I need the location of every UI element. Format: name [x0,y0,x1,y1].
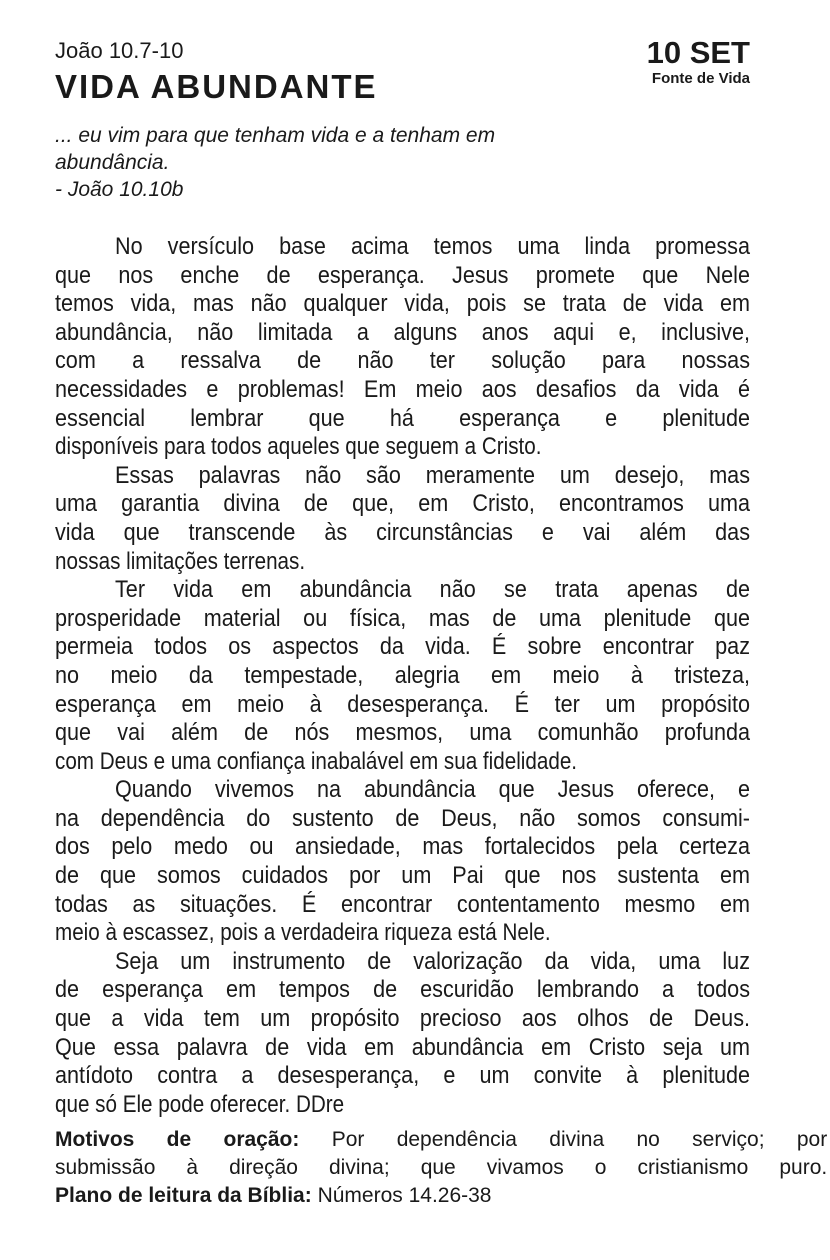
body-line [55,1062,750,1091]
bible-reading-plan [55,1182,750,1210]
body-line-text: nossas limitações terrenas. [55,547,306,575]
key-verse [55,122,495,203]
body-line [55,748,750,777]
body-line-text: na dependência do sustento de Deus, não somos consumi- [55,804,750,832]
body-line [55,290,750,319]
body-line [55,633,750,662]
body-line [55,1034,750,1063]
prayer-reasons [55,1126,828,1154]
body-line [55,233,750,262]
body-line-text: com a ressalva de não ter solução para nossas [55,347,750,375]
body-line-text: disponíveis para todos aqueles que seguem a Cristo. [55,433,542,461]
body-line-text: No versículo base acima temos uma linda promessa [115,233,751,260]
body-line [55,919,750,948]
source-label: Fonte de Vida [651,70,750,87]
body-line-text: Essas palavras não são meramente um desejo, mas [115,461,751,489]
body-line-text: vida que transcende às circunstâncias e vai além das [55,518,751,546]
body-line-text: de que somos cuidados por um Pai que nos sustenta em [55,862,750,890]
body-line [55,1091,750,1120]
devotional-body [55,233,750,1119]
body-line [55,862,750,891]
date-label: 10 SET [646,35,750,70]
body-line [55,347,750,376]
body-line-text: Ter vida em abundância não se trata apenas de [115,576,751,604]
body-line-text: temos vida, mas não qualquer vida, pois se trata de vida em [55,290,750,318]
prayer-label: Motivos de oração: [55,1128,300,1151]
body-line-text: necessidades e problemas! Em meio aos desafios da vida é [55,375,750,403]
body-line [55,519,750,548]
prayer-text: Por dependência divina no serviço; por [331,1128,828,1151]
verse-citation: - João 10.10b [55,178,184,201]
body-line-text: essencial lembrar que há esperança e plenitude [55,404,750,432]
body-line-text: no meio da tempestade, alegria em meio à tristeza, [55,661,750,689]
body-line-text: uma garantia divina de que, em Cristo, encontramos uma [55,490,750,518]
body-line [55,490,750,519]
body-line [55,1005,750,1034]
body-line-text: que só Ele pode oferecer. DDre [55,1090,345,1118]
prayer-text-cont: submissão à direção divina; que vivamos o cristianismo puro. [55,1156,828,1179]
body-line [55,262,750,291]
body-line [55,805,750,834]
body-line-text: que nos enche de esperança. Jesus promete que Nele [55,261,750,289]
body-line [55,833,750,862]
body-line [55,405,750,434]
body-line-text: prosperidade material ou física, mas de uma plenitude que [55,604,750,632]
body-line-text: Quando vivemos na abundância que Jesus oferece, e [115,776,751,804]
body-line-text: todas as situações. É encontrar contentamento mesmo em [55,890,750,918]
body-line [55,576,750,605]
body-line [55,462,750,491]
verse-line: abundância. [55,151,170,174]
body-line-text: que a vida tem um propósito precioso aos olhos de Deus. [55,1005,750,1033]
body-line [55,662,750,691]
body-line-text: Que essa palavra de vida em abundância em Cristo seja um [55,1033,750,1061]
page-title: VIDA ABUNDANTE [55,68,378,105]
prayer-reasons-cont [55,1154,828,1182]
body-line-text: que vai além de nós mesmos, uma comunhão profunda [55,719,750,747]
body-line-text: dos pelo medo ou ansiedade, mas fortalecidos pela certeza [55,833,750,861]
body-line-text: meio à escassez, pois a verdadeira riqueza está Nele. [55,919,551,947]
body-line-text: abundância, não limitada a alguns anos aqui e, inclusive, [55,318,751,346]
body-line [55,319,750,348]
body-line [55,433,750,462]
body-line [55,376,750,405]
body-line [55,719,750,748]
body-line-text: Seja um instrumento de valorização da vida, uma luz [115,947,750,975]
body-line [55,605,750,634]
reading-value: Números 14.26-38 [317,1184,492,1207]
body-line [55,976,750,1005]
body-line [55,948,750,977]
body-line-text: esperança em meio à desesperança. É ter um propósito [55,690,751,718]
verse-line: ... eu vim para que tenham vida e a tenham em [55,124,496,147]
body-line-text: antídoto contra a desesperança, e um convite à plenitude [55,1062,750,1090]
body-line [55,776,750,805]
body-line [55,891,750,920]
body-line-text: permeia todos os aspectos da vida. É sobre encontrar paz [55,633,750,661]
reading-label: Plano de leitura da Bíblia: [55,1184,312,1207]
scripture-reference: João 10.7-10 [55,38,184,63]
body-line [55,691,750,720]
body-line [55,548,750,577]
body-line-text: de esperança em tempos de escuridão lembrando a todos [55,976,750,1004]
footer [55,1126,828,1210]
body-line-text: com Deus e uma confiança inabalável em sua fidelidade. [55,747,578,775]
